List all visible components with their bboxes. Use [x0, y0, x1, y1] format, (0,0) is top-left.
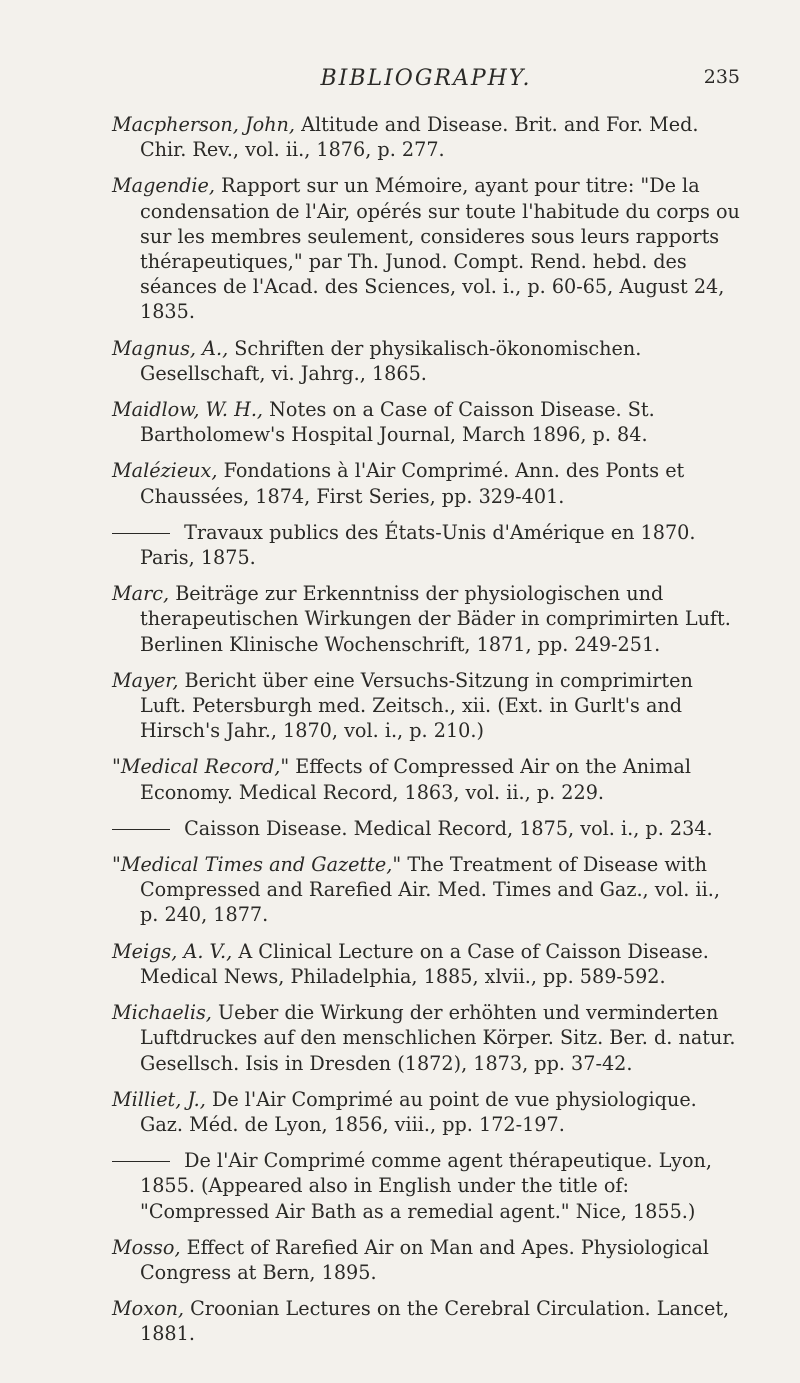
bibliography-entry: [112, 173, 740, 324]
ditto-dash: [112, 533, 170, 534]
entry-author: Magendie,: [112, 174, 215, 198]
bibliography-entry: [112, 458, 740, 508]
ditto-dash: [112, 1161, 170, 1162]
entry-text: Caisson Disease. Medical Record, 1875, vol. i., p. 234.: [178, 816, 713, 840]
entry-text: Notes on a Case of Caisson Disease. St. Bartholomew's Hospital Journal, March 1896, p. 84.: [140, 398, 655, 447]
bibliography-entry: [112, 852, 740, 928]
entry-text: Travaux publics des États-Unis d'Amérique en 1870. Paris, 1875.: [140, 520, 696, 570]
entry-author: Macpherson, John,: [112, 113, 296, 136]
entry-text: Croonian Lectures on the Cerebral Circulation. Lancet, 1881.: [140, 1297, 730, 1346]
bibliography-entry: [112, 754, 740, 804]
entry-text: Altitude and Disease. Brit. and For. Med. Chir. Rev., vol. ii., 1876, p. 277.: [140, 113, 699, 162]
entry-author: Michaelis,: [112, 1001, 212, 1025]
bibliography-entry: [112, 112, 740, 162]
ditto-dash: [112, 829, 170, 830]
running-head: [112, 66, 740, 100]
entry-author: "Medical Record,": [112, 755, 290, 779]
bibliography-entry: [112, 581, 740, 657]
bibliography-entry: [112, 397, 740, 447]
entry-author: "Medical Times and Gazette,": [112, 853, 402, 877]
bibliography-entry-ditto: [112, 1148, 740, 1224]
running-title: BIBLIOGRAPHY.: [320, 66, 532, 91]
entry-author: Milliet, J.,: [112, 1087, 206, 1111]
entry-text: Bericht über eine Versuchs-Sitzung in comprimirten Luft. Petersburgh med. Zeitsch., xii. (Ext. in Gurlt's and Hirsch's Jahr., 1870, vol. i., p. 210.): [140, 668, 693, 743]
entry-text: A Clinical Lecture on a Case of Caisson Disease. Medical News, Philadelphia, 1885, xlvii., pp. 589-592.: [140, 939, 709, 988]
bibliography-list: [112, 112, 740, 1358]
entry-text: Ueber die Wirkung der erhöhten und verminderten Luftdruckes auf den menschlichen Körper. Sitz. Ber. d. natur. Gesellsch. Isis in Dresden (1872), 1873, pp. 37-42.: [140, 1001, 736, 1075]
entry-text: Rapport sur un Mémoire, ayant pour titre: "De la condensation de l'Air, opérés sur toute l'habitude du corps ou sur les membres seulement, consideres sous leurs rapports thérapeutiques," par Th. Junod. Compt. Rend. hebd. des séances de l'Acad. des Sciences, vol. i., p. 60-65, August 24, 1835.: [140, 174, 740, 324]
entry-author: Meigs, A. V.,: [112, 939, 233, 963]
bibliography-entry: [112, 668, 740, 744]
bibliography-entry: [112, 336, 740, 386]
entry-text: The Treatment of Disease with Compressed and Rarefied Air. Med. Times and Gaz., vol. ii., p. 240, 1877.: [140, 853, 720, 927]
entry-author: Mayer,: [112, 668, 179, 692]
entry-text: Schriften der physikalisch-ökonomischen. Gesellschaft, vi. Jahrg., 1865.: [140, 336, 642, 385]
bibliography-entry: [112, 1087, 740, 1137]
entry-text: Beiträge zur Erkenntniss der physiologischen und therapeutischen Wirkungen der Bäder in comprimirten Luft. Berlinen Klinische Wochenschrift, 1871, pp. 249-251.: [140, 582, 731, 656]
entry-author: Malézieux,: [112, 459, 218, 483]
entry-text: Effects of Compressed Air on the Animal Economy. Medical Record, 1863, vol. ii., p. 229.: [140, 755, 691, 804]
entry-author: Magnus, A.,: [112, 336, 229, 360]
bibliography-entry-ditto: [112, 816, 740, 841]
bibliography-entry: [112, 1235, 740, 1285]
bibliography-entry: [112, 1296, 740, 1346]
entry-author: Mosso,: [112, 1235, 181, 1259]
page-number: 235: [703, 66, 740, 88]
entry-text: De l'Air Comprimé comme agent thérapeutique. Lyon, 1855. (Appeared also in English under the title of: "Compressed Air Bath as a remedial agent." Nice, 1855.): [140, 1149, 712, 1223]
bibliography-entry-ditto: [112, 520, 740, 570]
entry-author: Moxon,: [112, 1297, 185, 1321]
bibliography-entry: [112, 939, 740, 989]
entry-author: Maidlow, W. H.,: [112, 398, 264, 422]
entry-text: Effect of Rarefied Air on Man and Apes. Physiological Congress at Bern, 1895.: [140, 1235, 709, 1284]
entry-text: Fondations à l'Air Comprimé. Ann. des Ponts et Chaussées, 1874, First Series, pp. 329-401.: [140, 459, 685, 508]
bibliography-entry: [112, 1000, 740, 1076]
entry-text: De l'Air Comprimé au point de vue physiologique. Gaz. Méd. de Lyon, 1856, viii., pp. 172-197.: [140, 1087, 697, 1136]
entry-author: Marc,: [112, 582, 170, 606]
